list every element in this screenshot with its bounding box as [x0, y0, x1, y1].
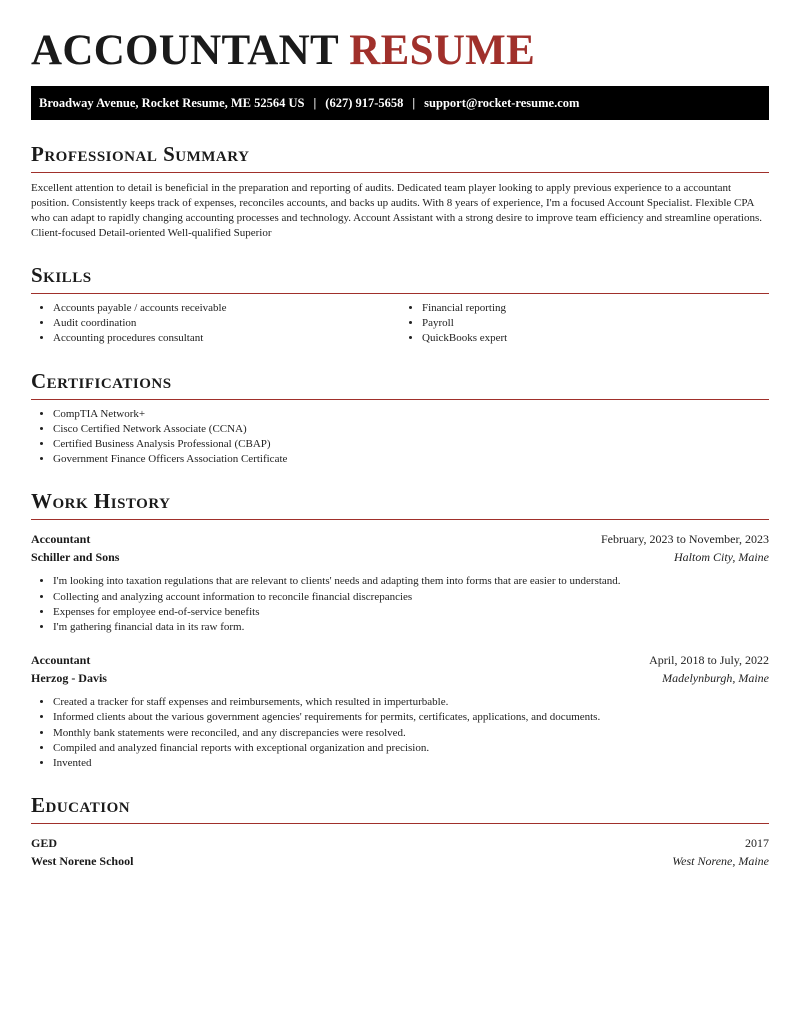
job-header-row: [31, 530, 769, 548]
job-bullet: • Informed clients about the various government agencies' requirements for permits, certificates, applications, and documents.: [53, 710, 769, 725]
job-title: Accountant: [31, 532, 91, 547]
education-school-row: [31, 852, 769, 870]
job-bullets: [31, 695, 769, 771]
work-history-heading: Work History: [31, 489, 171, 514]
skill-item: • Payroll: [422, 316, 769, 331]
job-company: Schiller and Sons: [31, 550, 120, 565]
summary-section: [31, 142, 769, 241]
job-bullet: • I'm looking into taxation regulations that are relevant to clients' needs and adapting them into forms that are easier to understand.: [53, 574, 769, 589]
job-header-row: [31, 651, 769, 669]
skills-list-right: [400, 301, 769, 347]
education-degree: GED: [31, 836, 58, 851]
section-divider: [31, 519, 769, 520]
resume-title: [31, 0, 769, 74]
job-company-row: [31, 669, 769, 687]
skills-list-left: [31, 301, 400, 347]
contact-phone: (627) 917-5658: [325, 96, 404, 110]
certifications-list: [31, 407, 769, 468]
skills-section: [31, 263, 769, 347]
contact-separator: |: [313, 96, 317, 110]
skill-item: • Accounts payable / accounts receivable: [53, 301, 400, 316]
contact-email: support@rocket-resume.com: [424, 96, 580, 110]
skills-columns: [31, 294, 769, 347]
education-heading: Education: [31, 793, 131, 818]
job-entry: [31, 530, 769, 635]
skill-item: • Audit coordination: [53, 316, 400, 331]
contact-bar: [31, 86, 769, 120]
skill-item: • QuickBooks expert: [422, 331, 769, 346]
job-bullet: • Monthly bank statements were reconciled, and any discrepancies were resolved.: [53, 726, 769, 741]
title-accent: RESUME: [349, 27, 536, 74]
certification-item: • Cisco Certified Network Associate (CCNA): [53, 422, 769, 437]
skill-item: • Accounting procedures consultant: [53, 331, 400, 346]
certification-item: • Certified Business Analysis Professional (CBAP): [53, 437, 769, 452]
education-year: 2017: [745, 836, 769, 851]
job-bullet: • Collecting and analyzing account information to reconcile financial discrepancies: [53, 590, 769, 605]
job-title: Accountant: [31, 653, 91, 668]
section-divider: [31, 823, 769, 824]
job-bullets: [31, 574, 769, 635]
summary-text: Excellent attention to detail is beneficial in the preparation and reporting of audits. Dedicated team player looking to apply previous experience to a accountant position. Consistently keeps track of expenses, reconciles accounts, and backs up audits. With 8 years of experience, I'm a focused Account Specialist. Flexible CPA who can adapt to rapidly changing accounting processes and technology. Account Assistant with a strong desire to improve team efficiency and streamline operations. Client-focused Detail-oriented Well-qualified Superior: [31, 182, 762, 239]
job-dates: February, 2023 to November, 2023: [600, 532, 769, 547]
certifications-section: [31, 369, 769, 468]
job-entry: [31, 651, 769, 771]
skills-heading: Skills: [31, 263, 92, 287]
education-entry: [31, 834, 769, 870]
skill-item: • Financial reporting: [422, 301, 769, 316]
job-location: Madelynburgh, Maine: [662, 671, 769, 686]
contact-separator: |: [412, 96, 416, 110]
job-bullet: • Invented: [53, 756, 769, 771]
education-section: [31, 793, 769, 870]
job-location: Haltom City, Maine: [674, 550, 769, 565]
education-location: West Norene, Maine: [672, 854, 769, 869]
job-bullet: • Created a tracker for staff expenses and reimbursements, which resulted in imperturbable.: [53, 695, 769, 710]
work-history-section: [31, 489, 769, 771]
certification-item: • Government Finance Officers Association Certificate: [53, 452, 769, 467]
job-bullet: • Compiled and analyzed financial reports with exceptional organization and precision.: [53, 741, 769, 756]
certifications-heading: Certifications: [31, 368, 172, 393]
section-divider: [31, 399, 769, 400]
job-bullet: • I'm gathering financial data in its raw form.: [53, 620, 769, 635]
job-dates: April, 2018 to July, 2022: [649, 653, 769, 668]
job-company: Herzog - Davis: [31, 671, 107, 686]
section-divider: [31, 172, 769, 173]
education-school: West Norene School: [31, 854, 134, 869]
summary-heading: Professional Summary: [31, 142, 250, 166]
job-company-row: [31, 548, 769, 566]
job-bullet: • Expenses for employee end-of-service benefits: [53, 605, 769, 620]
certification-item: • CompTIA Network+: [53, 407, 769, 422]
title-main: ACCOUNTANT: [31, 27, 339, 74]
education-header-row: [31, 834, 769, 852]
contact-address: Broadway Avenue, Rocket Resume, ME 52564 US: [39, 96, 305, 110]
